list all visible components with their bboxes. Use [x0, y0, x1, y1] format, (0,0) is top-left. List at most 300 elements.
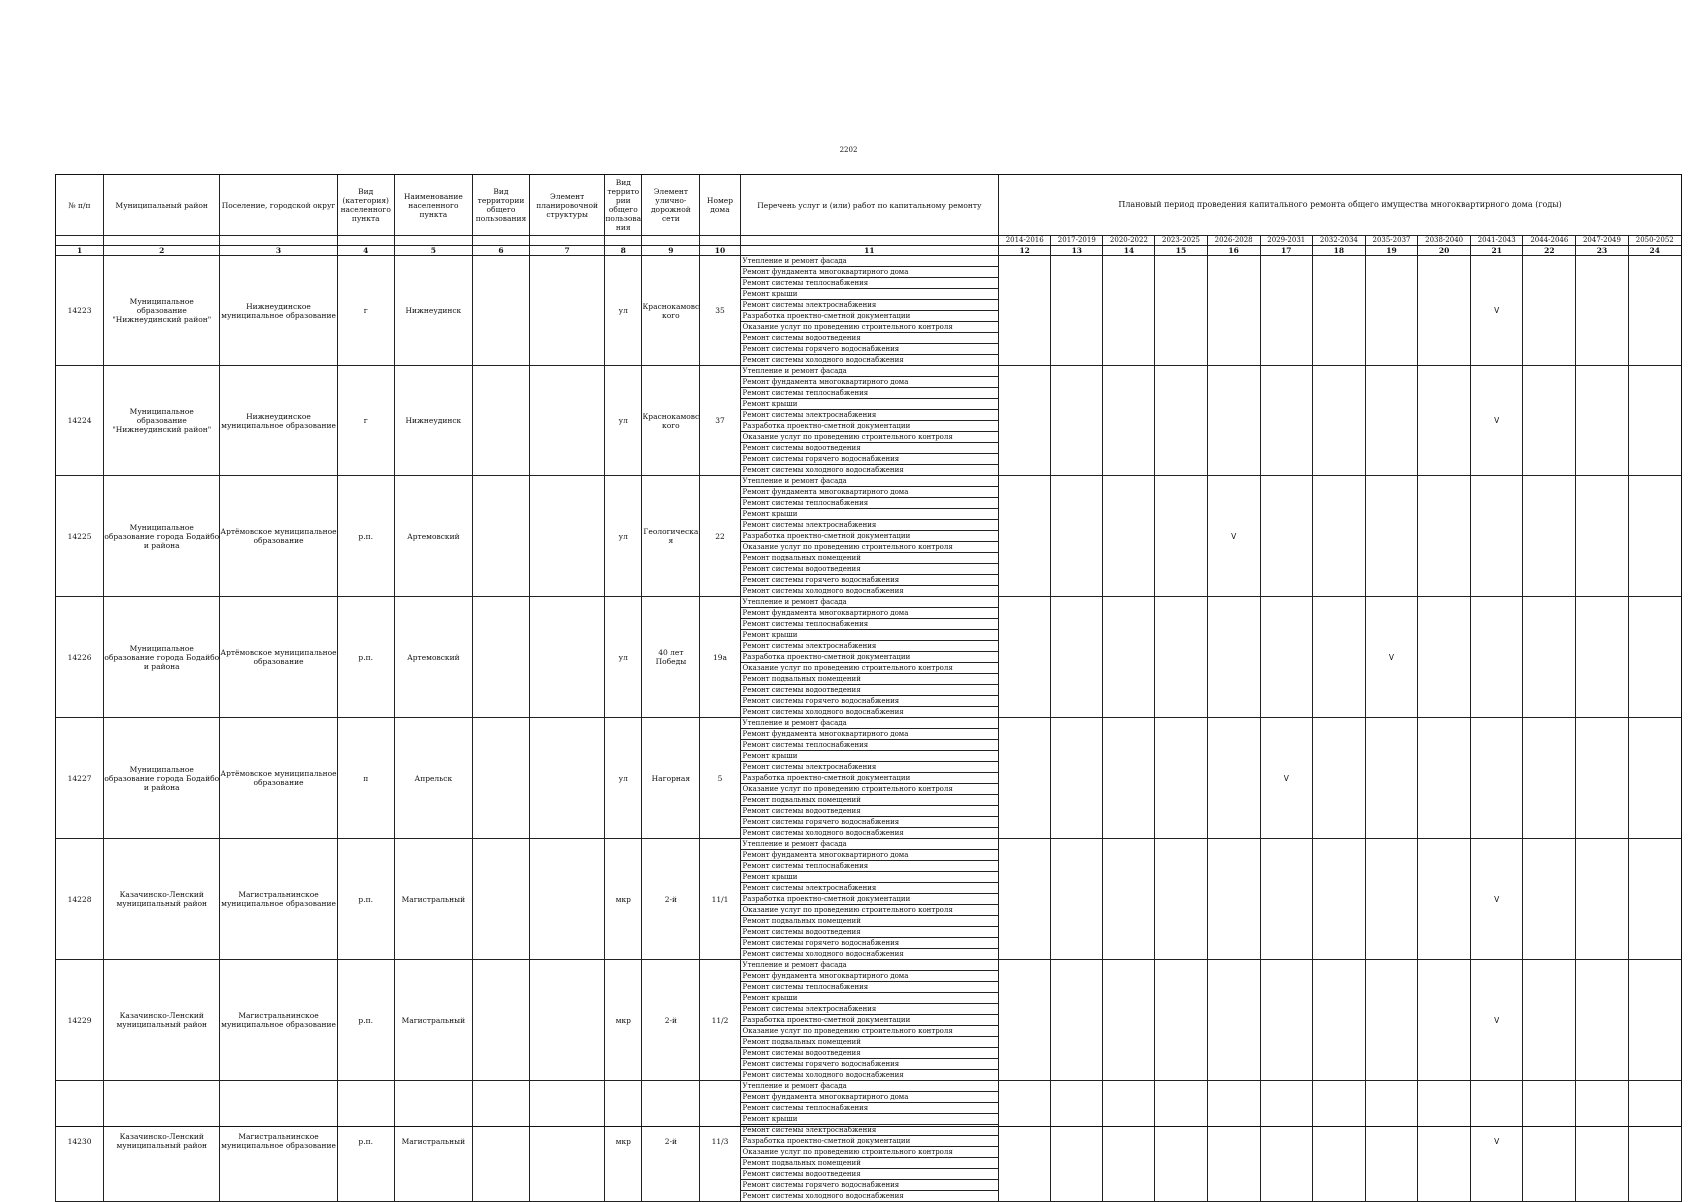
work-item: Ремонт системы электроснабжения: [741, 410, 999, 421]
period-cell: [1471, 718, 1523, 839]
column-number-cell: 17: [1260, 246, 1312, 256]
work-item: Разработка проектно-сметной документации: [741, 1015, 999, 1026]
header-row: [56, 175, 1682, 236]
row-house-number: 37: [700, 366, 740, 476]
table-row: [56, 960, 1682, 1081]
table-row: [56, 476, 1682, 597]
years-row-blank: [700, 236, 740, 246]
work-item: Ремонт системы теплоснабжения: [741, 498, 999, 509]
row-planning-element: [530, 476, 605, 597]
work-item: Оказание услуг по проведению строительного контроля: [741, 905, 999, 916]
column-number-cell: 10: [700, 246, 740, 256]
year-range-cell: 2038-2040: [1418, 236, 1471, 246]
work-item: Ремонт системы холодного водоснабжения: [742, 1192, 904, 1200]
period-cell: [999, 960, 1051, 1081]
work-item: Ремонт фундамента многоквартирного дома: [741, 267, 999, 278]
period-cell: [1103, 1081, 1155, 1202]
period-cell: [1365, 256, 1417, 366]
row-street-type: мкр: [605, 960, 642, 1081]
period-cell: [1418, 476, 1471, 597]
year-range-cell: 2050-2052: [1628, 236, 1681, 246]
row-planning-element: [530, 718, 605, 839]
row-works-list: [740, 256, 999, 366]
period-cell: [1207, 718, 1260, 839]
header-plan-period: Плановый период проведения капитального ремонта общего имущества многоквартирного дома (годы): [999, 175, 1682, 236]
period-cell: [1365, 718, 1417, 839]
period-cell: [1260, 476, 1312, 597]
period-cell: [1207, 960, 1260, 1081]
row-territory-type: [472, 256, 529, 366]
row-locality-name: Апрельск: [394, 718, 472, 839]
work-item: Утепление и ремонт фасада: [741, 718, 999, 729]
row-street: 2-й: [642, 839, 700, 960]
row-settlement: Артёмовское муниципальное образование: [220, 597, 337, 718]
period-cell: [1365, 476, 1417, 597]
work-item: Ремонт системы водоотведения: [741, 806, 999, 817]
year-range-cell: 2020-2022: [1103, 236, 1155, 246]
column-numbers-row: [56, 246, 1682, 256]
period-cell: [1365, 1081, 1417, 1202]
period-cell: [1312, 476, 1365, 597]
year-range-cell: 2032-2034: [1312, 236, 1365, 246]
work-item: Оказание услуг по проведению строительного контроля: [741, 432, 999, 443]
row-territory-type: [472, 476, 529, 597]
period-cell: [1207, 839, 1260, 960]
row-works-list: [740, 366, 999, 476]
row-locality-name: Магистральный: [394, 1081, 472, 1202]
period-cell: [1628, 839, 1681, 960]
work-item: Разработка проектно-сметной документации: [741, 311, 999, 322]
row-works-list: [740, 960, 999, 1081]
row-house-number: 11/2: [700, 960, 740, 1081]
work-item: Оказание услуг по проведению строительного контроля: [741, 784, 999, 795]
work-item: Ремонт системы холодного водоснабжения: [742, 587, 904, 595]
work-item: Ремонт системы горячего водоснабжения: [741, 1180, 999, 1191]
years-row-blank: [56, 236, 104, 246]
work-item: Ремонт подвальных помещений: [741, 553, 999, 564]
years-row-blank: [642, 236, 700, 246]
period-cell: [1155, 476, 1207, 597]
work-item: Ремонт системы холодного водоснабжения: [742, 950, 904, 958]
work-item: Ремонт системы холодного водоснабжения: [742, 466, 904, 474]
work-item: Ремонт фундамента многоквартирного дома: [741, 1092, 999, 1103]
row-territory-type: [472, 366, 529, 476]
column-number-cell: 19: [1365, 246, 1417, 256]
work-item: Ремонт фундамента многоквартирного дома: [741, 487, 999, 498]
row-territory-type: [472, 1081, 529, 1202]
work-item: Разработка проектно-сметной документации: [741, 421, 999, 432]
work-item: Ремонт подвальных помещений: [741, 1158, 999, 1169]
period-cell: [1576, 839, 1628, 960]
work-item: Ремонт крыши: [741, 872, 999, 883]
planned-period-mark: V: [1471, 256, 1523, 366]
years-row-blank: [740, 236, 999, 246]
header-district: Муниципальный район: [104, 175, 220, 236]
period-cell: [1312, 718, 1365, 839]
year-range-cell: 2014-2016: [999, 236, 1051, 246]
period-cell: [1155, 366, 1207, 476]
period-cell: [1051, 1081, 1103, 1202]
table-row: [56, 366, 1682, 476]
work-item: Ремонт системы водоотведения: [741, 1048, 999, 1059]
work-item: Ремонт системы электроснабжения: [741, 762, 999, 773]
work-item: Ремонт подвальных помещений: [741, 1037, 999, 1048]
period-cell: [1051, 960, 1103, 1081]
header-street-type: Вид территории общего пользования: [605, 175, 642, 236]
work-item: Ремонт системы теплоснабжения: [741, 982, 999, 993]
row-locality-type: р.п.: [337, 476, 394, 597]
column-number-cell: 4: [337, 246, 394, 256]
row-number: 14226: [56, 597, 104, 718]
work-item: Утепление и ремонт фасада: [741, 366, 999, 377]
row-locality-type: г: [337, 256, 394, 366]
period-cell: [1523, 718, 1576, 839]
period-cell: [1628, 1081, 1681, 1202]
years-row-blank: [220, 236, 337, 246]
column-number-cell: 3: [220, 246, 337, 256]
work-item: Утепление и ремонт фасада: [741, 597, 999, 608]
row-number: 14230: [56, 1081, 104, 1202]
work-item: Ремонт системы горячего водоснабжения: [741, 696, 999, 707]
row-territory-type: [472, 597, 529, 718]
work-item: Ремонт крыши: [741, 509, 999, 520]
row-planning-element: [530, 256, 605, 366]
row-street: Краснокамовского: [642, 366, 700, 476]
year-range-cell: 2041-2043: [1471, 236, 1523, 246]
row-works-list: [740, 1081, 999, 1202]
row-locality-type: р.п.: [337, 839, 394, 960]
period-cell: [1471, 597, 1523, 718]
period-cell: [1418, 1081, 1471, 1202]
row-number: 14225: [56, 476, 104, 597]
row-locality-name: Нижнеудинск: [394, 366, 472, 476]
year-range-cell: 2017-2019: [1051, 236, 1103, 246]
row-planning-element: [530, 839, 605, 960]
header-settlement: Поселение, городской округ: [220, 175, 337, 236]
header-territory-type: Вид территории общего пользования: [472, 175, 529, 236]
period-cell: [1365, 839, 1417, 960]
planned-period-mark: V: [1471, 960, 1523, 1081]
row-locality-name: Магистральный: [394, 960, 472, 1081]
work-item: Ремонт системы водоотведения: [741, 333, 999, 344]
row-number: 14228: [56, 839, 104, 960]
years-row-blank: [337, 236, 394, 246]
row-street: 40 лет Победы: [642, 597, 700, 718]
work-item: Ремонт крыши: [741, 289, 999, 300]
years-row-blank: [605, 236, 642, 246]
work-item: Ремонт фундамента многоквартирного дома: [741, 377, 999, 388]
period-cell: [1312, 960, 1365, 1081]
row-street-type: ул: [605, 366, 642, 476]
work-item: Ремонт фундамента многоквартирного дома: [741, 729, 999, 740]
column-number-cell: 7: [530, 246, 605, 256]
period-cell: [1628, 718, 1681, 839]
work-item: Ремонт системы горячего водоснабжения: [741, 575, 999, 586]
row-street-type: ул: [605, 256, 642, 366]
work-item: Ремонт системы горячего водоснабжения: [741, 817, 999, 828]
work-item: Ремонт подвальных помещений: [741, 916, 999, 927]
period-cell: [1103, 256, 1155, 366]
work-item: Ремонт фундамента многоквартирного дома: [741, 971, 999, 982]
work-item: Ремонт крыши: [741, 993, 999, 1004]
header-road-element: Элемент улично-дорожной сети: [642, 175, 700, 236]
work-item: Ремонт системы водоотведения: [741, 685, 999, 696]
year-range-cell: 2047-2049: [1576, 236, 1628, 246]
period-cell: [1051, 839, 1103, 960]
work-item: Ремонт системы электроснабжения: [741, 883, 999, 894]
row-settlement: Артёмовское муниципальное образование: [220, 718, 337, 839]
period-cell: [1051, 476, 1103, 597]
row-street-type: мкр: [605, 1081, 642, 1202]
period-cell: [1207, 366, 1260, 476]
period-cell: [1418, 839, 1471, 960]
period-cell: [1365, 366, 1417, 476]
work-item: Ремонт системы электроснабжения: [741, 520, 999, 531]
work-item: Ремонт системы горячего водоснабжения: [741, 938, 999, 949]
years-row: [56, 236, 1682, 246]
period-cell: [1418, 718, 1471, 839]
column-number-cell: 9: [642, 246, 700, 256]
period-cell: [1155, 256, 1207, 366]
work-item: Ремонт системы водоотведения: [741, 1169, 999, 1180]
period-cell: [1207, 256, 1260, 366]
work-item: Утепление и ремонт фасада: [741, 256, 999, 267]
column-number-cell: 20: [1418, 246, 1471, 256]
planned-period-mark: V: [1471, 1081, 1523, 1202]
row-district: Муниципальное образование "Нижнеудинский район": [104, 366, 220, 476]
row-house-number: 11/1: [700, 839, 740, 960]
period-cell: [1576, 597, 1628, 718]
column-number-cell: 11: [740, 246, 999, 256]
row-planning-element: [530, 960, 605, 1081]
work-item: Утепление и ремонт фасада: [741, 839, 999, 850]
row-locality-name: Артемовский: [394, 476, 472, 597]
row-house-number: 19а: [700, 597, 740, 718]
period-cell: [1207, 597, 1260, 718]
column-number-cell: 22: [1523, 246, 1576, 256]
column-number-cell: 5: [394, 246, 472, 256]
header-num: № п/п: [56, 175, 104, 236]
column-number-cell: 23: [1576, 246, 1628, 256]
column-number-cell: 1: [56, 246, 104, 256]
period-cell: [1260, 839, 1312, 960]
period-cell: [999, 597, 1051, 718]
work-item: Оказание услуг по проведению строительного контроля: [741, 542, 999, 553]
period-cell: [1103, 597, 1155, 718]
row-house-number: 22: [700, 476, 740, 597]
work-item: Ремонт системы теплоснабжения: [741, 1103, 999, 1114]
row-street-type: ул: [605, 597, 642, 718]
planned-period-mark: V: [1471, 366, 1523, 476]
year-range-cell: 2035-2037: [1365, 236, 1417, 246]
years-row-blank: [530, 236, 605, 246]
header-planning-element: Элемент планировочной структуры: [530, 175, 605, 236]
work-item: Ремонт системы электроснабжения: [741, 641, 999, 652]
period-cell: [1155, 839, 1207, 960]
work-item: Ремонт системы холодного водоснабжения: [742, 356, 904, 364]
row-district: Муниципальное образование города Бодайбо и района: [104, 718, 220, 839]
column-number-cell: 8: [605, 246, 642, 256]
work-item: Ремонт системы теплоснабжения: [741, 278, 999, 289]
row-district: Муниципальное образование города Бодайбо и района: [104, 597, 220, 718]
header-works-list: Перечень услуг и (или) работ по капитальному ремонту: [740, 175, 999, 236]
period-cell: [1418, 597, 1471, 718]
work-item: Ремонт системы холодного водоснабжения: [742, 1071, 904, 1079]
work-item: Утепление и ремонт фасада: [741, 1081, 999, 1092]
row-number: 14229: [56, 960, 104, 1081]
work-item: Ремонт крыши: [741, 630, 999, 641]
period-cell: [1576, 960, 1628, 1081]
work-item: Ремонт системы теплоснабжения: [741, 619, 999, 630]
table-row: [56, 1081, 1682, 1202]
period-cell: [1628, 476, 1681, 597]
work-item: Ремонт системы водоотведения: [741, 564, 999, 575]
period-cell: [1471, 476, 1523, 597]
row-works-list: [740, 839, 999, 960]
row-locality-type: г: [337, 366, 394, 476]
period-cell: [1103, 718, 1155, 839]
years-row-blank: [104, 236, 220, 246]
period-cell: [999, 256, 1051, 366]
work-item: Ремонт системы горячего водоснабжения: [741, 1059, 999, 1070]
period-cell: [1628, 597, 1681, 718]
row-settlement: Нижнеудинское муниципальное образование: [220, 366, 337, 476]
period-cell: [1260, 256, 1312, 366]
period-cell: [1523, 476, 1576, 597]
work-item: Оказание услуг по проведению строительного контроля: [741, 663, 999, 674]
row-street: Геологическая: [642, 476, 700, 597]
row-district: Казачинско-Ленский муниципальный район: [104, 839, 220, 960]
period-cell: [1628, 960, 1681, 1081]
row-street-type: ул: [605, 718, 642, 839]
work-item: Ремонт крыши: [741, 1114, 999, 1125]
column-number-cell: 21: [1471, 246, 1523, 256]
period-cell: [1523, 1081, 1576, 1202]
period-cell: [1103, 366, 1155, 476]
table-row: [56, 839, 1682, 960]
period-cell: [1312, 366, 1365, 476]
planned-period-mark: V: [1471, 839, 1523, 960]
work-item: Ремонт системы холодного водоснабжения: [742, 829, 904, 837]
table-row: [56, 718, 1682, 839]
period-cell: [1312, 839, 1365, 960]
column-number-cell: 18: [1312, 246, 1365, 256]
row-street: Краснокамовского: [642, 256, 700, 366]
period-cell: [999, 718, 1051, 839]
period-cell: [1418, 960, 1471, 1081]
planned-period-mark: V: [1207, 476, 1260, 597]
row-settlement: Магистральнинское муниципальное образование: [220, 839, 337, 960]
row-settlement: Артёмовское муниципальное образование: [220, 476, 337, 597]
period-cell: [1523, 597, 1576, 718]
work-item: Ремонт системы водоотведения: [741, 927, 999, 938]
work-item: Утепление и ремонт фасада: [741, 960, 999, 971]
year-range-cell: 2029-2031: [1260, 236, 1312, 246]
work-item: Ремонт системы горячего водоснабжения: [741, 454, 999, 465]
column-number-cell: 15: [1155, 246, 1207, 256]
planned-period-mark: V: [1365, 597, 1417, 718]
table-row: [56, 256, 1682, 366]
period-cell: [1207, 1081, 1260, 1202]
header-house-number: Номер дома: [700, 175, 740, 236]
row-territory-type: [472, 718, 529, 839]
page-number: 2202: [839, 146, 858, 154]
period-cell: [999, 839, 1051, 960]
row-territory-type: [472, 839, 529, 960]
work-item: Ремонт системы холодного водоснабжения: [742, 708, 904, 716]
work-item: Ремонт подвальных помещений: [741, 795, 999, 806]
row-planning-element: [530, 366, 605, 476]
row-district: Муниципальное образование "Нижнеудинский район": [104, 256, 220, 366]
header-locality-name: Наименование населенного пункта: [394, 175, 472, 236]
year-range-cell: 2026-2028: [1207, 236, 1260, 246]
row-locality-name: Магистральный: [394, 839, 472, 960]
work-item: Утепление и ремонт фасада: [741, 476, 999, 487]
work-item: Ремонт фундамента многоквартирного дома: [741, 608, 999, 619]
work-item: Ремонт системы электроснабжения: [741, 1125, 999, 1136]
work-item: Ремонт системы горячего водоснабжения: [741, 344, 999, 355]
row-street: 2-й: [642, 960, 700, 1081]
row-locality-name: Нижнеудинск: [394, 256, 472, 366]
period-cell: [1418, 366, 1471, 476]
row-house-number: 5: [700, 718, 740, 839]
column-number-cell: 24: [1628, 246, 1681, 256]
period-cell: [1628, 256, 1681, 366]
period-cell: [1576, 366, 1628, 476]
period-cell: [1312, 256, 1365, 366]
column-number-cell: 13: [1051, 246, 1103, 256]
period-cell: [1051, 366, 1103, 476]
period-cell: [1576, 1081, 1628, 1202]
row-district: Казачинско-Ленский муниципальный район: [104, 960, 220, 1081]
period-cell: [1103, 960, 1155, 1081]
work-item: Ремонт системы теплоснабжения: [741, 388, 999, 399]
row-number: 14223: [56, 256, 104, 366]
work-item: Ремонт системы водоотведения: [741, 443, 999, 454]
row-settlement: Нижнеудинское муниципальное образование: [220, 256, 337, 366]
work-item: Ремонт крыши: [741, 751, 999, 762]
column-number-cell: 12: [999, 246, 1051, 256]
column-number-cell: 16: [1207, 246, 1260, 256]
capital-repair-table: [55, 174, 1682, 1202]
work-item: Разработка проектно-сметной документации: [741, 773, 999, 784]
row-planning-element: [530, 597, 605, 718]
period-cell: [999, 1081, 1051, 1202]
period-cell: [1260, 960, 1312, 1081]
column-number-cell: 2: [104, 246, 220, 256]
year-range-cell: 2023-2025: [1155, 236, 1207, 246]
row-locality-type: р.п.: [337, 597, 394, 718]
period-cell: [1523, 839, 1576, 960]
period-cell: [1523, 960, 1576, 1081]
period-cell: [1155, 960, 1207, 1081]
row-locality-type: р.п.: [337, 960, 394, 1081]
table-row: [56, 597, 1682, 718]
work-item: Ремонт системы электроснабжения: [741, 1004, 999, 1015]
row-number: 14227: [56, 718, 104, 839]
period-cell: [1103, 476, 1155, 597]
row-house-number: 11/3: [700, 1081, 740, 1202]
row-locality-type: п: [337, 718, 394, 839]
period-cell: [1155, 718, 1207, 839]
period-cell: [1051, 718, 1103, 839]
work-item: Ремонт системы теплоснабжения: [741, 861, 999, 872]
period-cell: [1576, 256, 1628, 366]
period-cell: [1576, 476, 1628, 597]
period-cell: [1103, 839, 1155, 960]
row-district: Казачинско-Ленский муниципальный район: [104, 1081, 220, 1202]
period-cell: [1260, 597, 1312, 718]
